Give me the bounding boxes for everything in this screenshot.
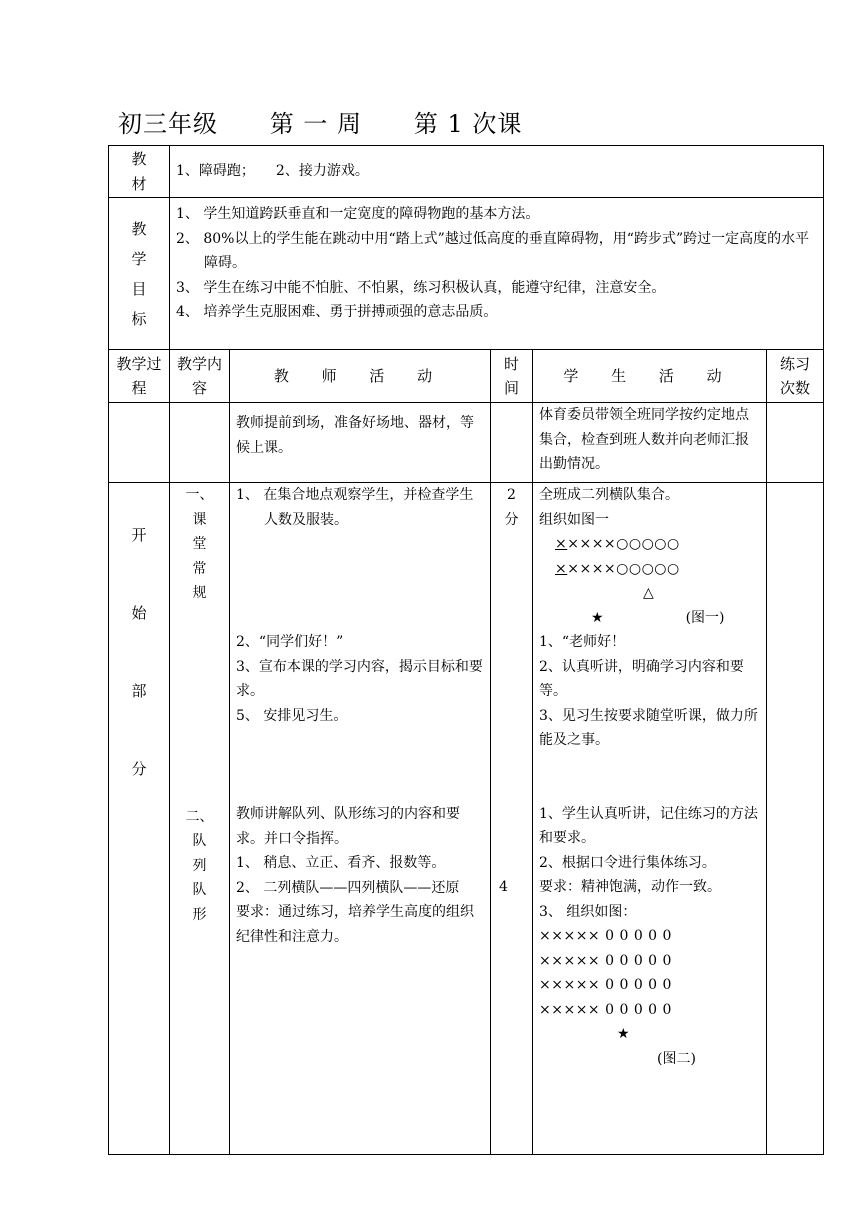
routine-teacher-bottom: 2、“同学们好！” 3、宣布本课的学习内容，揭示目标和要求。 5、 安排见习生。: [236, 634, 483, 724]
routine-content: 一、 课 堂 常 规: [185, 487, 214, 601]
grade-label: 初三年级: [118, 110, 218, 138]
week-label: 第 一 周: [269, 110, 363, 138]
col-process: 教学过程: [109, 350, 170, 403]
prep-row: [109, 403, 824, 483]
start-content-cell: [170, 483, 230, 1155]
start-section-row: [109, 483, 824, 1155]
objective-item: 1、 学生知道跨跃垂直和一定宽度的障碍物跑的基本方法。: [176, 206, 540, 222]
formation-figure-2: ××××× 0 0 0 0 0: [539, 928, 672, 944]
routine-time: 2分: [504, 487, 519, 528]
routine-teacher: 1、 在集合地点观察学生，并检查学生人数及服装。: [236, 487, 474, 528]
start-section-label: 开 始 部 分: [109, 483, 170, 1155]
col-reps: 练习次数: [767, 350, 824, 403]
start-student-cell: 全班成二列横队集合。 组织如图一 ×××××○○○○○ ×××××○○○○○ △ ★ (图一) 1、“老师好！ 2、认真听讲，明确学习内容和要等。 3、见习生按要求随堂听课，做力所能及之事。 1、学生认真听讲，记住练习的方法和要求。 2、根据口令进行集体练习。 要求：精神饱满，动作一致。 3、 组织如图： ××××× 0 0 0 0 0 ××××× 0 0 0 0 0 ××××× 0 0 0 0 0 ××××× 0 0 0 0 0 ★ (图二): [533, 483, 767, 1155]
objective-item: 3、 学生在练习中能不怕脏、不怕累，练习积极认真，能遵守纪律，注意安全。: [176, 279, 666, 296]
objectives-content: [170, 198, 824, 350]
lesson-plan-table: [108, 145, 824, 1155]
prep-student: 体育委员带领全班同学按约定地点集合，检查到班人数并向老师汇报出勤情况。: [533, 403, 767, 483]
figure2-label: (图二): [657, 1050, 696, 1067]
page-title: [118, 104, 522, 139]
objectives-row: [109, 198, 824, 350]
objective-item: 2、 80%以上的学生能在跳动中用“踏上式”越过低高度的垂直障碍物，用“跨步式”跨过一定高度的水平障碍。: [176, 230, 810, 271]
materials-row: [109, 146, 824, 198]
column-header-row: [109, 350, 824, 403]
star-icon: ★: [617, 1026, 630, 1042]
col-time: 时间: [491, 350, 533, 403]
start-time-cell: [491, 483, 533, 1155]
star-icon: ★: [591, 609, 604, 626]
col-teacher: 教 师 活 动: [230, 350, 491, 403]
lesson-label: 第 1 次课: [413, 110, 523, 138]
formation-figure-1: ×××××○○○○○: [555, 536, 680, 552]
drill-time: 4: [499, 879, 508, 895]
start-teacher-cell: [230, 483, 491, 1155]
col-student: 学 生 活 动: [533, 350, 767, 403]
materials-label: 教 材: [109, 146, 170, 198]
teacher-triangle-icon: △: [643, 585, 654, 601]
materials-content: 1、障碍跑； 2、接力游戏。: [170, 146, 824, 198]
objectives-label: 教 学 目 标: [109, 198, 170, 350]
prep-teacher: 教师提前到场，准备好场地、器材，等候上课。: [230, 403, 491, 483]
drill-content: 二、 队 列 队 形: [185, 808, 214, 923]
figure1-label: (图一): [685, 609, 725, 626]
drill-teacher: 教师讲解队列、队形练习的内容和要求。并口令指挥。 1、 稍息、立正、看齐、报数等。 2、 二列横队——四列横队——还原 要求：通过练习，培养学生高度的组织纪律性和注意力。: [236, 806, 474, 945]
objective-item: 4、 培养学生克服困难、勇于拼搏顽强的意志品质。: [176, 304, 498, 320]
col-content: 教学内容: [170, 350, 230, 403]
